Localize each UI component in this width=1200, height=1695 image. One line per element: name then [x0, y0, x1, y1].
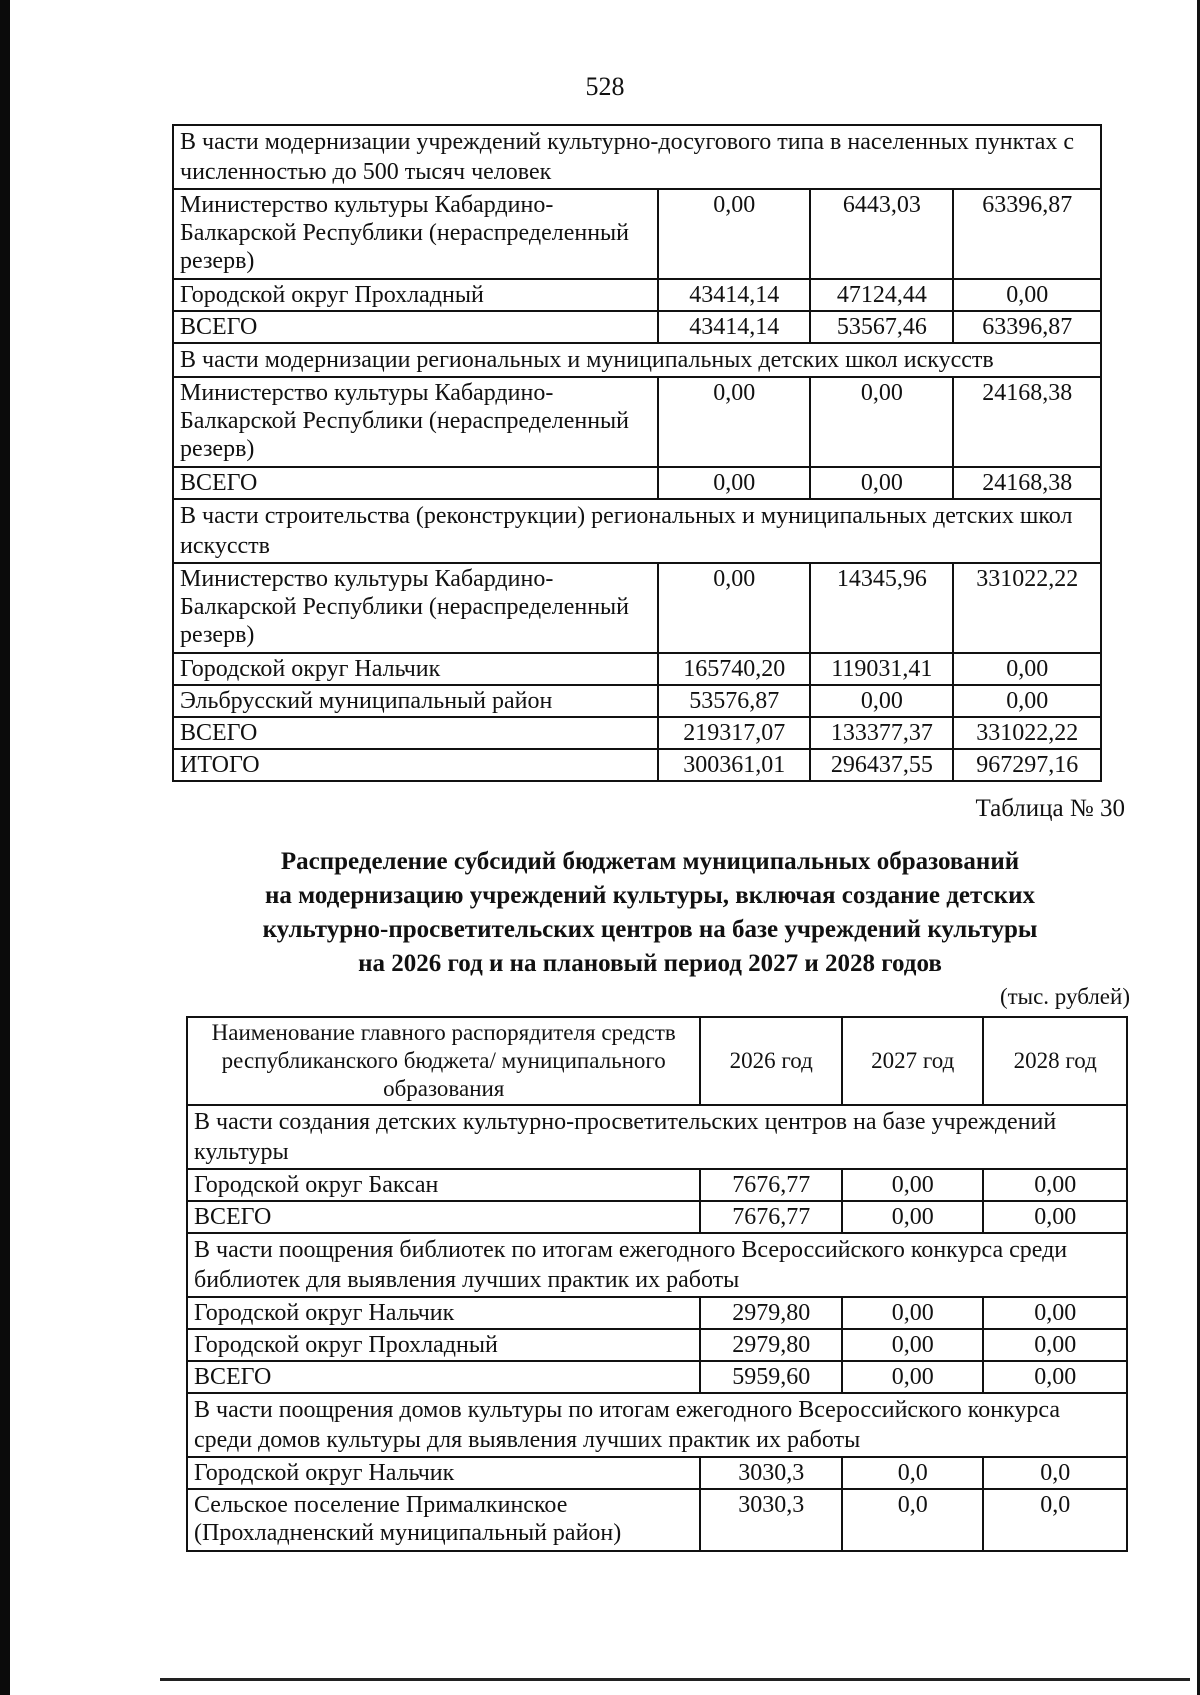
value-2027: 0,00 — [810, 467, 953, 499]
value-2026: 300361,01 — [658, 749, 810, 781]
row-name: ВСЕГО — [173, 311, 658, 343]
section-title: В части модернизации учреждений культурно-досугового типа в населенных пунктах с численностью до 500 тысяч человек — [173, 125, 1101, 189]
scan-edge-left — [0, 0, 10, 1695]
value-2027: 53567,46 — [810, 311, 953, 343]
value-2028: 24168,38 — [953, 467, 1101, 499]
table-caption: Таблица № 30 — [975, 795, 1125, 822]
value-2026: 3030,3 — [700, 1457, 842, 1489]
value-2028: 63396,87 — [953, 189, 1101, 279]
value-2028: 24168,38 — [953, 377, 1101, 467]
value-2026: 53576,87 — [658, 685, 810, 717]
table-heading — [180, 845, 1120, 981]
table-row — [173, 279, 1101, 311]
value-2028: 0,00 — [953, 279, 1101, 311]
value-2028: 0,00 — [983, 1201, 1127, 1233]
value-2026: 2979,80 — [700, 1297, 842, 1329]
section-header-row — [173, 343, 1101, 377]
heading-line: культурно-просветительских центров на базе учреждений культуры — [262, 916, 1038, 943]
table-row-grand-total — [173, 749, 1101, 781]
value-2027: 0,00 — [842, 1329, 984, 1361]
value-2028: 0,00 — [983, 1169, 1127, 1201]
row-name: Министерство культуры Кабардино-Балкарской Республики (нераспределенный резерв) — [173, 377, 658, 467]
section-header-row — [187, 1105, 1127, 1169]
value-2027: 119031,41 — [810, 653, 953, 685]
header-name: Наименование главного распорядителя средств республиканского бюджета/ муниципального образования — [187, 1017, 700, 1105]
row-name: ВСЕГО — [187, 1361, 700, 1393]
header-2027: 2027 год — [842, 1017, 984, 1105]
section-title: В части строительства (реконструкции) региональных и муниципальных детских школ искусств — [173, 499, 1101, 563]
value-2028: 0,0 — [983, 1489, 1127, 1551]
value-2026: 0,00 — [658, 377, 810, 467]
value-2027: 0,00 — [810, 685, 953, 717]
table-row — [173, 563, 1101, 653]
value-2026: 7676,77 — [700, 1201, 842, 1233]
table-row — [187, 1489, 1127, 1551]
table-row — [187, 1329, 1127, 1361]
table-row — [187, 1297, 1127, 1329]
subsidy-table-continued — [172, 124, 1102, 782]
table-row-total — [173, 467, 1101, 499]
subsidy-table-30 — [186, 1016, 1128, 1552]
section-title: В части поощрения библиотек по итогам ежегодного Всероссийского конкурса среди библиотек для выявления лучших практик их работы — [187, 1233, 1127, 1297]
value-2027: 0,0 — [842, 1457, 984, 1489]
value-2028: 0,0 — [983, 1457, 1127, 1489]
value-2026: 0,00 — [658, 467, 810, 499]
value-2028: 331022,22 — [953, 717, 1101, 749]
value-2027: 0,00 — [842, 1169, 984, 1201]
value-2028: 331022,22 — [953, 563, 1101, 653]
table-row — [187, 1169, 1127, 1201]
table-row-total — [173, 311, 1101, 343]
header-2028: 2028 год — [983, 1017, 1127, 1105]
row-name: Сельское поселение Прималкинское (Прохладненский муниципальный район) — [187, 1489, 700, 1551]
table-row-total — [187, 1201, 1127, 1233]
row-name: Министерство культуры Кабардино-Балкарской Республики (нераспределенный резерв) — [173, 563, 658, 653]
header-2026: 2026 год — [700, 1017, 842, 1105]
table-row-total — [187, 1361, 1127, 1393]
value-2026: 3030,3 — [700, 1489, 842, 1551]
value-2026: 2979,80 — [700, 1329, 842, 1361]
section-title: В части создания детских культурно-просветительских центров на базе учреждений культуры — [187, 1105, 1127, 1169]
value-2026: 43414,14 — [658, 311, 810, 343]
section-title: В части модернизации региональных и муниципальных детских школ искусств — [173, 343, 1101, 377]
value-2028: 0,00 — [983, 1297, 1127, 1329]
value-2028: 967297,16 — [953, 749, 1101, 781]
table-header-row — [187, 1017, 1127, 1105]
value-2028: 0,00 — [983, 1361, 1127, 1393]
row-name: Городской округ Нальчик — [173, 653, 658, 685]
row-name: Городской округ Нальчик — [187, 1297, 700, 1329]
value-2027: 0,00 — [810, 377, 953, 467]
row-name: Министерство культуры Кабардино-Балкарской Республики (нераспределенный резерв) — [173, 189, 658, 279]
value-2026: 165740,20 — [658, 653, 810, 685]
table-row — [173, 653, 1101, 685]
heading-line: Распределение субсидий бюджетам муниципальных образований — [280, 848, 1020, 875]
value-2028: 63396,87 — [953, 311, 1101, 343]
row-name: Эльбрусский муниципальный район — [173, 685, 658, 717]
row-name: ВСЕГО — [173, 717, 658, 749]
row-name: Городской округ Прохладный — [187, 1329, 700, 1361]
value-2027: 47124,44 — [810, 279, 953, 311]
heading-line: на 2026 год и на плановый период 2027 и 2028 годов — [358, 950, 942, 977]
value-2028: 0,00 — [983, 1329, 1127, 1361]
row-name: Городской округ Нальчик — [187, 1457, 700, 1489]
value-2026: 0,00 — [658, 189, 810, 279]
value-2026: 0,00 — [658, 563, 810, 653]
section-header-row — [173, 499, 1101, 563]
value-2027: 133377,37 — [810, 717, 953, 749]
value-2027: 0,0 — [842, 1489, 984, 1551]
units-label: (тыс. рублей) — [999, 984, 1130, 1009]
value-2027: 6443,03 — [810, 189, 953, 279]
row-name: ИТОГО — [173, 749, 658, 781]
scan-edge-bottom — [160, 1678, 1190, 1681]
value-2027: 0,00 — [842, 1297, 984, 1329]
row-name: Городской округ Прохладный — [173, 279, 658, 311]
heading-line: на модернизацию учреждений культуры, включая создание детских — [264, 882, 1035, 909]
row-name: Городской округ Баксан — [187, 1169, 700, 1201]
table-row — [173, 377, 1101, 467]
table-row — [173, 685, 1101, 717]
row-name: ВСЕГО — [173, 467, 658, 499]
section-header-row — [173, 125, 1101, 189]
value-2026: 43414,14 — [658, 279, 810, 311]
value-2027: 296437,55 — [810, 749, 953, 781]
value-2027: 14345,96 — [810, 563, 953, 653]
value-2027: 0,00 — [842, 1361, 984, 1393]
table-row-total — [173, 717, 1101, 749]
value-2027: 0,00 — [842, 1201, 984, 1233]
section-title: В части поощрения домов культуры по итогам ежегодного Всероссийского конкурса среди домов культуры для выявления лучших практик их работы — [187, 1393, 1127, 1457]
page-number: 528 — [585, 72, 625, 101]
section-header-row — [187, 1393, 1127, 1457]
section-header-row — [187, 1233, 1127, 1297]
value-2028: 0,00 — [953, 685, 1101, 717]
table-row — [173, 189, 1101, 279]
row-name: ВСЕГО — [187, 1201, 700, 1233]
value-2026: 5959,60 — [700, 1361, 842, 1393]
value-2028: 0,00 — [953, 653, 1101, 685]
value-2026: 219317,07 — [658, 717, 810, 749]
table-row — [187, 1457, 1127, 1489]
value-2026: 7676,77 — [700, 1169, 842, 1201]
